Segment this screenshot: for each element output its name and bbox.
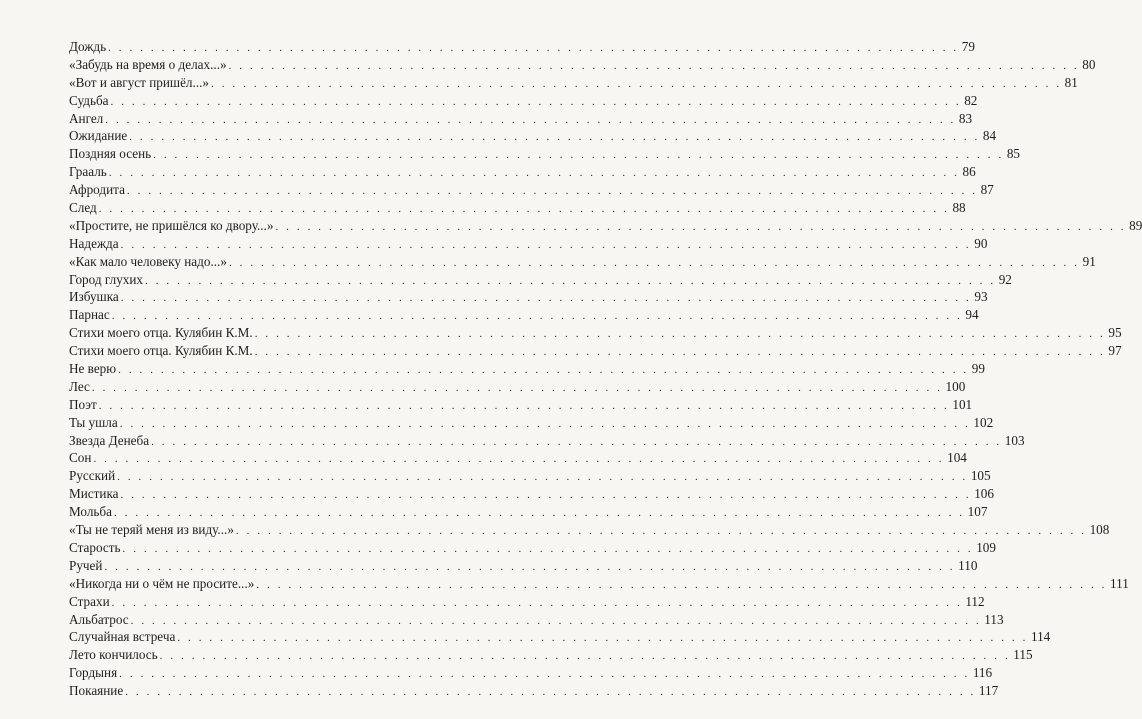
toc-entry-page-number: 103 (1004, 432, 1025, 448)
dot-leader: . . . . . . . . . . . . . . . . . . . . . . . . . . . . . . . . . . . . . . . . . . . . . . . . . . . . . . . . . . . . . . . . . . . . . . . . . . . . . . . . (108, 42, 959, 54)
dot-leader: . . . . . . . . . . . . . . . . . . . . . . . . . . . . . . . . . . . . . . . . . . . . . . . . . . . . . . . . . . . . . . . . . . . . . . . . . . . . . . . . (119, 668, 970, 681)
dot-leader: . . . . . . . . . . . . . . . . . . . . . . . . . . . . . . . . . . . . . . . . . . . . . . . . . . . . . . . . . . . . . . . . . . . . . . . . . . . . . . . . (117, 471, 968, 484)
toc-entry-page-number: 94 (965, 307, 979, 323)
toc-entry-title: Старость (69, 539, 121, 555)
toc-entry (69, 539, 996, 557)
toc-entry-page-number: 89 (1129, 217, 1142, 233)
toc-entry (69, 449, 967, 467)
toc-entry (69, 521, 1110, 539)
toc-entry-title: Надежда (69, 235, 119, 251)
toc-entry-page-number: 105 (970, 468, 991, 484)
toc-entry-title: Не верю (69, 361, 117, 377)
toc-entry (69, 503, 988, 521)
toc-entry (69, 432, 1025, 450)
toc-entry-title: Парнас (69, 307, 110, 323)
toc-entry (69, 414, 994, 432)
toc-entry-page-number: 92 (998, 271, 1012, 287)
toc-entry-page-number: 85 (1006, 146, 1020, 162)
toc-entry (69, 271, 1012, 289)
toc-entry-page-number: 93 (974, 289, 988, 305)
dot-leader: . . . . . . . . . . . . . . . . . . . . . . . . . . . . . . . . . . . . . . . . . . . . . . . . . . . . . . . . . . . . . . . . . . . . . . . . . . . . . . . . (125, 686, 976, 699)
toc-entry (69, 306, 979, 324)
toc-entry-title: «Никогда ни о чём не просите...» (69, 575, 255, 591)
dot-leader: . . . . . . . . . . . . . . . . . . . . . . . . . . . . . . . . . . . . . . . . . . . . . . . . . . . . . . . . . . . . . . . . . . . . . . . . . . . . . . . . (130, 614, 982, 627)
toc-entry (69, 288, 988, 306)
toc-entry-page-number: 114 (1030, 629, 1051, 645)
toc-entry-page-number: 102 (973, 414, 994, 430)
toc-entry-title: Покаяние (69, 683, 124, 699)
toc-entry (69, 253, 1096, 271)
dot-leader: . . . . . . . . . . . . . . . . . . . . . . . . . . . . . . . . . . . . . . . . . . . . . . . . . . . . . . . . . . . . . . . . . . . . . . . . . . . . . . . . (235, 525, 1087, 538)
toc-entry-page-number: 90 (974, 235, 988, 251)
toc-entry-page-number: 110 (958, 557, 978, 573)
toc-entry-title: Лето кончилось (69, 647, 158, 663)
dot-leader: . . . . . . . . . . . . . . . . . . . . . . . . . . . . . . . . . . . . . . . . . . . . . . . . . . . . . . . . . . . . . . . . . . . . . . . . . . . . . . . . (93, 453, 945, 466)
dot-leader: . . . . . . . . . . . . . . . . . . . . . . . . . . . . . . . . . . . . . . . . . . . . . . . . . . . . . . . . . . . . . . . . . . . . . . . . . . . . . . . . (151, 435, 1002, 448)
dot-leader: . . . . . . . . . . . . . . . . . . . . . . . . . . . . . . . . . . . . . . . . . . . . . . . . . . . . . . . . . . . . . . . . . . . . . . . . . . . . . . . . (113, 507, 965, 520)
toc-entry-page-number: 80 (1082, 56, 1096, 72)
toc-entry-page-number: 107 (967, 504, 988, 520)
toc-entry-title: «Забудь на время о делах...» (69, 56, 227, 72)
toc-entry-page-number: 100 (945, 378, 966, 394)
dot-leader: . . . . . . . . . . . . . . . . . . . . . . . . . . . . . . . . . . . . . . . . . . . . . . . . . . . . . . . . . . . . . . . . . . . . . . . . . . . . . . . . (159, 650, 1011, 663)
toc-entry-title: Дождь (69, 39, 107, 54)
toc-entry (69, 467, 991, 485)
table-of-contents (69, 38, 1142, 700)
dot-leader: . . . . . . . . . . . . . . . . . . . . . . . . . . . . . . . . . . . . . . . . . . . . . . . . . . . . . . . . . . . . . . . . . . . . . . . . . . . . . . . . (120, 238, 972, 251)
dot-leader: . . . . . . . . . . . . . . . . . . . . . . . . . . . . . . . . . . . . . . . . . . . . . . . . . . . . . . . . . . . . . . . . . . . . . . . . . . . . . . . . (145, 274, 996, 287)
toc-entry-page-number: 84 (982, 128, 997, 144)
toc-entry-title: Страхи (69, 593, 110, 609)
toc-entry (69, 199, 966, 217)
dot-leader: . . . . . . . . . . . . . . . . . . . . . . . . . . . . . . . . . . . . . . . . . . . . . . . . . . . . . . . . . . . . . . . . . . . . . . . . . . . . . . . . (104, 560, 956, 573)
toc-entry-page-number: 101 (952, 396, 973, 412)
dot-leader: . . . . . . . . . . . . . . . . . . . . . . . . . . . . . . . . . . . . . . . . . . . . . . . . . . . . . . . . . . . . . . . . . . . . . . . . . . . . . . . . (122, 542, 974, 555)
dot-leader: . . . . . . . . . . . . . . . . . . . . . . . . . . . . . . . . . . . . . . . . . . . . . . . . . . . . . . . . . . . . . . . . . . . . . . . . . . . . . . . . (177, 632, 1028, 645)
dot-leader: . . . . . . . . . . . . . . . . . . . . . . . . . . . . . . . . . . . . . . . . . . . . . . . . . . . . . . . . . . . . . . . . . . . . . . . . . . . . . . . . (211, 77, 1062, 90)
toc-entry-page-number: 108 (1089, 522, 1110, 538)
toc-entry-title: «Простите, не пришёлся ко двору...» (69, 217, 274, 233)
dot-leader: . . . . . . . . . . . . . . . . . . . . . . . . . . . . . . . . . . . . . . . . . . . . . . . . . . . . . . . . . . . . . . . . . . . . . . . . . . . . . . . . (98, 203, 950, 216)
toc-entry-page-number: 115 (1013, 647, 1033, 663)
dot-leader: . . . . . . . . . . . . . . . . . . . . . . . . . . . . . . . . . . . . . . . . . . . . . . . . . . . . . . . . . . . . . . . . . . . . . . . . . . . . . . . . (98, 399, 950, 412)
dot-leader: . . . . . . . . . . . . . . . . . . . . . . . . . . . . . . . . . . . . . . . . . . . . . . . . . . . . . . . . . . . . . . . . . . . . . . . . . . . . . . . . (275, 220, 1127, 233)
toc-entry (69, 557, 978, 575)
dot-leader: . . . . . . . . . . . . . . . . . . . . . . . . . . . . . . . . . . . . . . . . . . . . . . . . . . . . . . . . . . . . . . . . . . . . . . . . . . . . . . . . (105, 113, 956, 126)
toc-entry-page-number: 104 (947, 450, 967, 466)
toc-entry (69, 217, 1142, 235)
dot-leader: . . . . . . . . . . . . . . . . . . . . . . . . . . . . . . . . . . . . . . . . . . . . . . . . . . . . . . . . . . . . . . . . . . . . . . . . . . . . . . . . (153, 149, 1004, 162)
toc-entry-title: «Как мало человеку надо...» (69, 253, 227, 269)
toc-entry (69, 181, 994, 199)
toc-entry (69, 38, 975, 56)
toc-entry-page-number: 113 (984, 611, 1004, 627)
toc-entry (69, 235, 988, 253)
toc-entry (69, 575, 1129, 593)
toc-entry-title: Город глухих (69, 271, 144, 287)
toc-entry-page-number: 82 (964, 92, 978, 108)
toc-entry (69, 360, 985, 378)
dot-leader: . . . . . . . . . . . . . . . . . . . . . . . . . . . . . . . . . . . . . . . . . . . . . . . . . . . . . . . . . . . . . . . . . . . . . . . . . . . . . . . . (129, 131, 980, 144)
toc-entry-page-number: 111 (1110, 575, 1129, 591)
toc-entry-title: Судьба (69, 92, 109, 108)
toc-entry-page-number: 81 (1064, 74, 1078, 90)
toc-entry-page-number: 117 (978, 683, 999, 699)
toc-entry-title: Мистика (69, 486, 119, 502)
toc-entry-page-number: 79 (961, 39, 975, 54)
toc-entry-title: Ангел (69, 110, 104, 126)
toc-entry-page-number: 86 (962, 164, 976, 180)
toc-entry-title: След (69, 200, 97, 216)
toc-entry-title: Случайная встреча (69, 629, 176, 645)
toc-entry (69, 485, 994, 503)
dot-leader: . . . . . . . . . . . . . . . . . . . . . . . . . . . . . . . . . . . . . . . . . . . . . . . . . . . . . . . . . . . . . . . . . . . . . . . . . . . . . . . . (119, 417, 971, 430)
dot-leader: . . . . . . . . . . . . . . . . . . . . . . . . . . . . . . . . . . . . . . . . . . . . . . . . . . . . . . . . . . . . . . . . . . . . . . . . . . . . . . . . (126, 185, 978, 198)
toc-entry (69, 396, 973, 414)
toc-entry-page-number: 87 (980, 182, 994, 198)
toc-entry-title: Гордыня (69, 665, 118, 681)
toc-entry-page-number: 99 (971, 361, 985, 377)
toc-entry-page-number: 91 (1082, 253, 1096, 269)
toc-entry-title: Стихи моего отца. Кулябин К.М. (69, 343, 253, 359)
dot-leader: . . . . . . . . . . . . . . . . . . . . . . . . . . . . . . . . . . . . . . . . . . . . . . . . . . . . . . . . . . . . . . . . . . . . . . . . . . . . . . . . (256, 578, 1107, 591)
toc-entry-title: Поэт (69, 396, 97, 412)
toc-entry-page-number: 112 (965, 593, 985, 609)
dot-leader: . . . . . . . . . . . . . . . . . . . . . . . . . . . . . . . . . . . . . . . . . . . . . . . . . . . . . . . . . . . . . . . . . . . . . . . . . . . . . . . . (108, 167, 960, 180)
toc-entry (69, 342, 1122, 360)
toc-entry-title: Избушка (69, 289, 119, 305)
toc-entry-page-number: 88 (952, 200, 966, 216)
toc-entry-title: Звезда Денеба (69, 432, 150, 448)
toc-entry (69, 145, 1020, 163)
toc-entry (69, 628, 1051, 646)
toc-entry-title: Лес (69, 378, 90, 394)
dot-leader: . . . . . . . . . . . . . . . . . . . . . . . . . . . . . . . . . . . . . . . . . . . . . . . . . . . . . . . . . . . . . . . . . . . . . . . . . . . . . . . . (254, 346, 1106, 359)
toc-entry-page-number: 95 (1108, 325, 1122, 341)
toc-entry-page-number: 106 (974, 486, 994, 502)
toc-entry (69, 664, 993, 682)
dot-leader: . . . . . . . . . . . . . . . . . . . . . . . . . . . . . . . . . . . . . . . . . . . . . . . . . . . . . . . . . . . . . . . . . . . . . . . . . . . . . . . . (120, 292, 972, 305)
dot-leader: . . . . . . . . . . . . . . . . . . . . . . . . . . . . . . . . . . . . . . . . . . . . . . . . . . . . . . . . . . . . . . . . . . . . . . . . . . . . . . . . (120, 489, 972, 502)
toc-entry (69, 646, 1033, 664)
dot-leader: . . . . . . . . . . . . . . . . . . . . . . . . . . . . . . . . . . . . . . . . . . . . . . . . . . . . . . . . . . . . . . . . . . . . . . . . . . . . . . . . (91, 381, 943, 394)
toc-entry (69, 127, 997, 145)
toc-entry-title: Русский (69, 468, 116, 484)
toc-entry-title: Ты ушла (69, 414, 118, 430)
toc-entry-title: Поздняя осень (69, 146, 152, 162)
toc-entry-title: Мольба (69, 504, 112, 520)
toc-entry (69, 593, 985, 611)
toc-entry-page-number: 83 (958, 110, 973, 126)
dot-leader: . . . . . . . . . . . . . . . . . . . . . . . . . . . . . . . . . . . . . . . . . . . . . . . . . . . . . . . . . . . . . . . . . . . . . . . . . . . . . . . . (254, 328, 1106, 341)
toc-entry (69, 92, 978, 110)
toc-entry (69, 163, 976, 181)
dot-leader: . . . . . . . . . . . . . . . . . . . . . . . . . . . . . . . . . . . . . . . . . . . . . . . . . . . . . . . . . . . . . . . . . . . . . . . . . . . . . . . . (111, 596, 963, 609)
toc-entry-title: «Вот и август пришёл...» (69, 74, 210, 90)
dot-leader: . . . . . . . . . . . . . . . . . . . . . . . . . . . . . . . . . . . . . . . . . . . . . . . . . . . . . . . . . . . . . . . . . . . . . . . . . . . . . . . . (228, 59, 1080, 72)
toc-entry (69, 378, 966, 396)
toc-entry-title: Афродита (69, 182, 125, 198)
toc-entry-title: «Ты не теряй меня из виду...» (69, 522, 234, 538)
dot-leader: . . . . . . . . . . . . . . . . . . . . . . . . . . . . . . . . . . . . . . . . . . . . . . . . . . . . . . . . . . . . . . . . . . . . . . . . . . . . . . . . (111, 310, 963, 323)
toc-entry (69, 324, 1122, 342)
toc-entry-title: Ожидание (69, 128, 128, 144)
toc-entry-page-number: 109 (976, 539, 996, 555)
toc-entry-title: Сон (69, 450, 92, 466)
toc-entry-title: Альбатрос (69, 611, 129, 627)
dot-leader: . . . . . . . . . . . . . . . . . . . . . . . . . . . . . . . . . . . . . . . . . . . . . . . . . . . . . . . . . . . . . . . . . . . . . . . . . . . . . . . . (118, 364, 969, 377)
dot-leader: . . . . . . . . . . . . . . . . . . . . . . . . . . . . . . . . . . . . . . . . . . . . . . . . . . . . . . . . . . . . . . . . . . . . . . . . . . . . . . . . (228, 256, 1080, 269)
dot-leader: . . . . . . . . . . . . . . . . . . . . . . . . . . . . . . . . . . . . . . . . . . . . . . . . . . . . . . . . . . . . . . . . . . . . . . . . . . . . . . . . (110, 95, 962, 108)
toc-entry-page-number: 97 (1108, 343, 1122, 359)
toc-entry (69, 56, 1096, 74)
toc-entry-title: Ручей (69, 557, 103, 573)
toc-entry (69, 74, 1078, 92)
toc-entry (69, 682, 999, 700)
toc-entry-title: Стихи моего отца. Кулябин К.М. (69, 325, 253, 341)
toc-entry (69, 110, 973, 128)
toc-entry (69, 611, 1004, 629)
toc-entry-page-number: 116 (972, 665, 993, 681)
toc-entry-title: Грааль (69, 164, 107, 180)
